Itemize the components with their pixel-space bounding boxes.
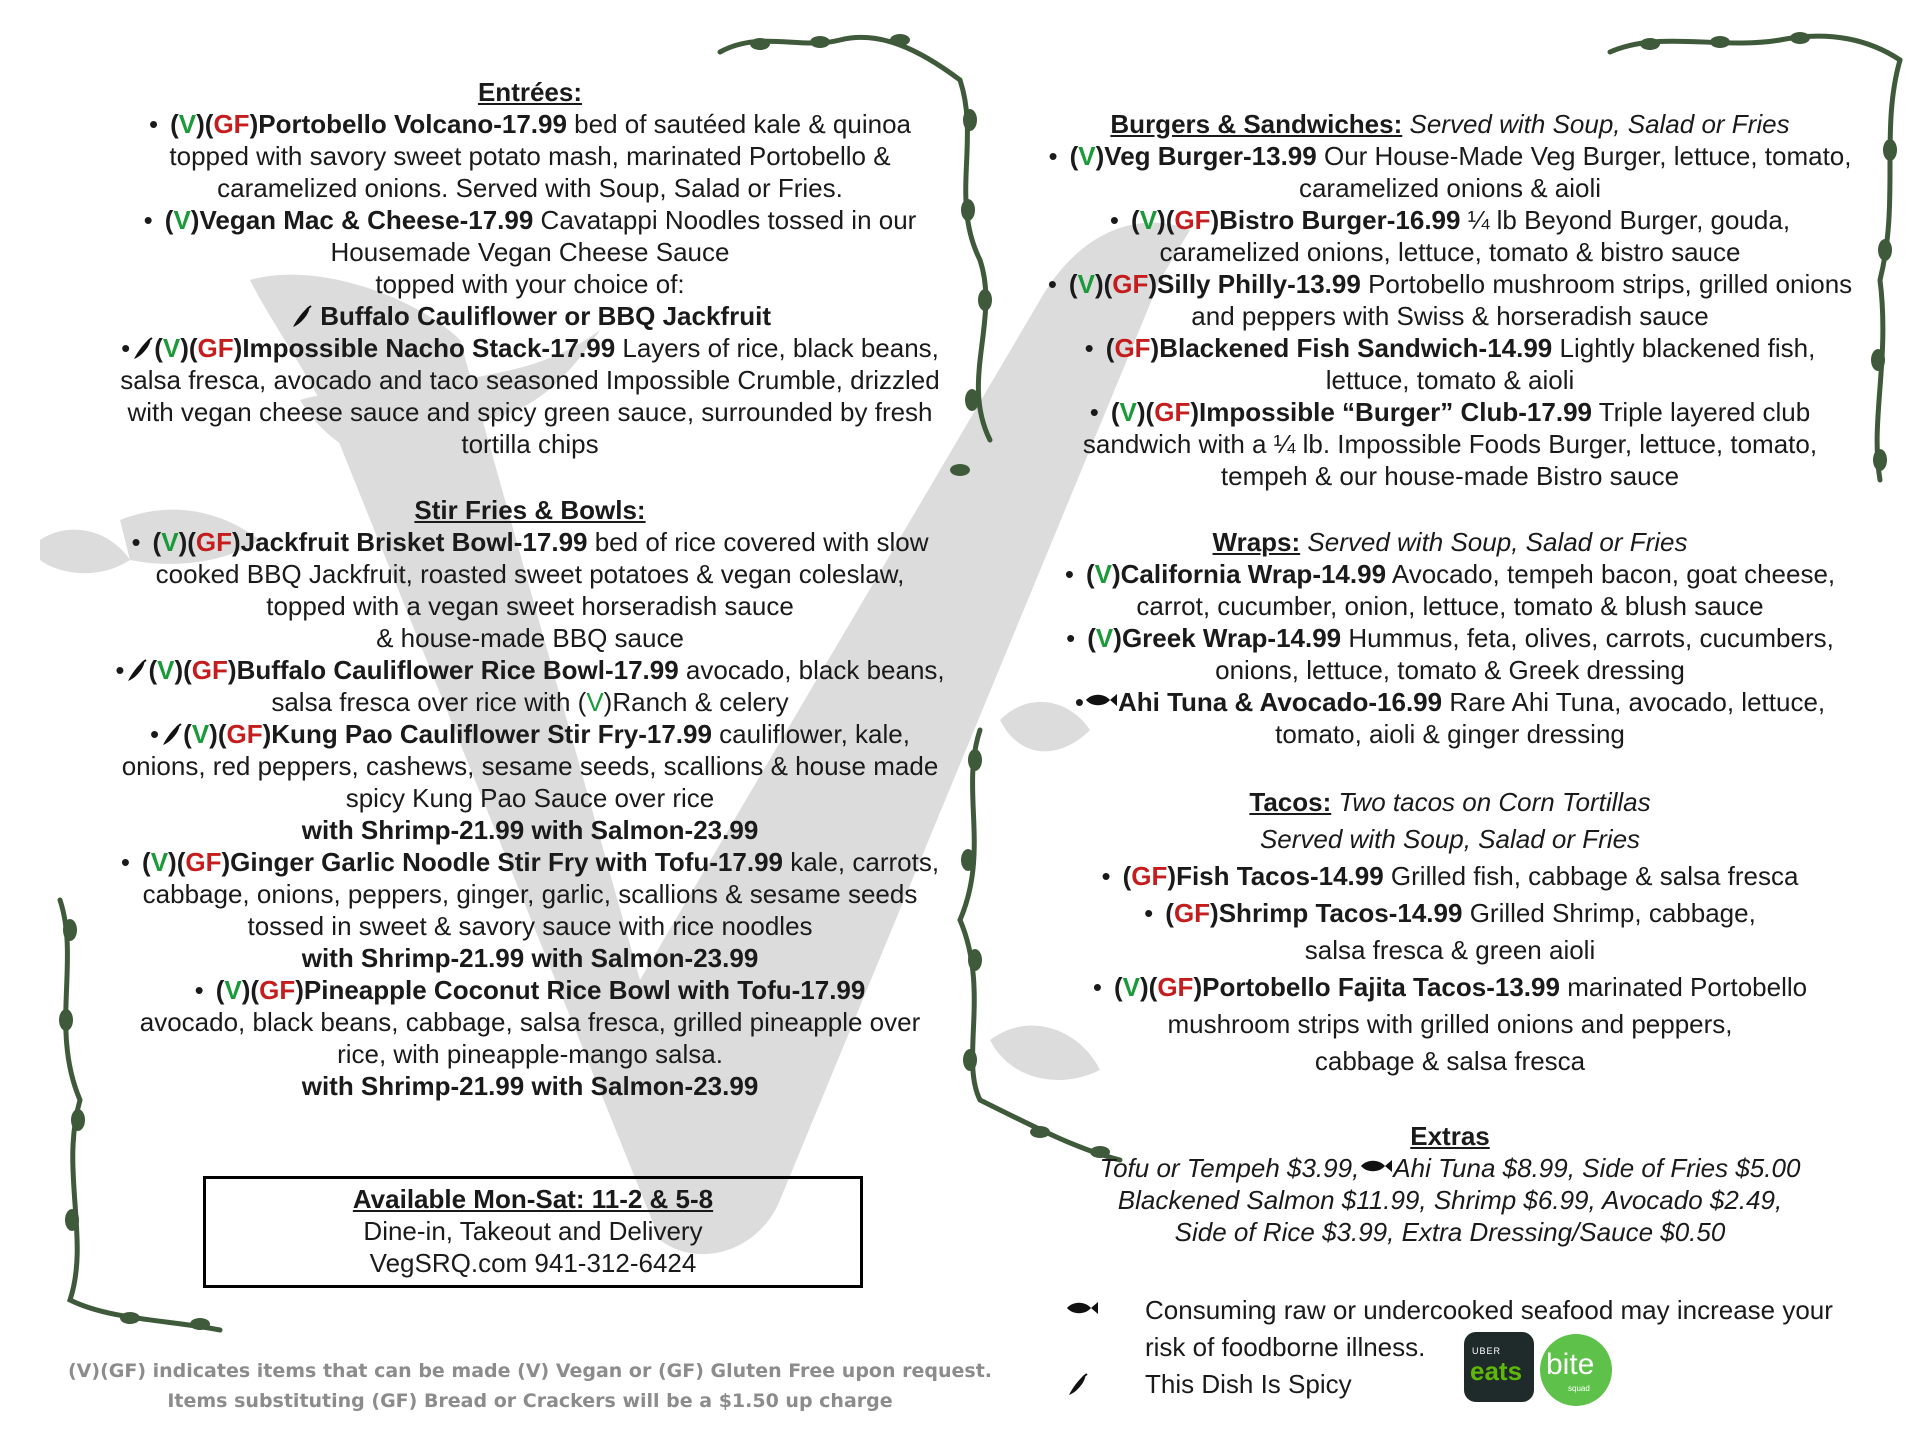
item-desc-3: cabbage & salsa fresca: [1314, 1046, 1586, 1076]
item-desc-2: Ranch & celery: [612, 687, 789, 717]
item-name: Impossible Nacho Stack-17.99: [242, 333, 616, 363]
availability-service: Dine-in, Takeout and Delivery: [363, 1216, 703, 1246]
item-name: Ahi Tuna & Avocado-16.99: [1117, 687, 1443, 717]
item-desc: Lightly blackened fish, lettuce, tomato & aioli: [1325, 333, 1816, 395]
item-desc-2: topped with your choice of:: [375, 269, 685, 299]
tacos-sub-2: Served with Soup, Salad or Fries: [1259, 824, 1641, 854]
menu-item-fajita-tacos: • (V)(GF)Portobello Fajita Tacos-13.99 marinated Portobello mushroom strips with grilled onions and peppers, cabbage & salsa fresca: [1092, 972, 1808, 1076]
pepper-icon: [130, 337, 154, 361]
pepper-icon: [1065, 1373, 1089, 1397]
item-desc: ¼ lb Beyond Burger, gouda, caramelized onions, lettuce, tomato & bistro sauce: [1159, 205, 1791, 267]
item-name: Buffalo Cauliflower Rice Bowl-17.99: [236, 655, 679, 685]
availability-hours: Available Mon-Sat: 11-2 & 5-8: [352, 1184, 714, 1214]
menu-item-impossible-club: • (V)(GF)Impossible “Burger” Club-17.99 Triple layered club sandwich with a ¼ lb. Impossible Foods Burger, lettuce, tomato, tempeh & our house-made Bistro sauce: [1082, 397, 1818, 491]
item-desc: kale, carrots, cabbage, onions, peppers, ginger, garlic, scallions & sesame seeds tossed in sweet & savory sauce with rice noodles: [142, 847, 940, 941]
wraps-sub: Served with Soup, Salad or Fries: [1307, 527, 1688, 557]
item-name: Impossible “Burger” Club-17.99: [1199, 397, 1592, 427]
item-desc: Grilled Shrimp, cabbage,: [1469, 898, 1756, 928]
menu-item-greek-wrap: • (V)Greek Wrap-14.99 Hummus, feta, olives, carrots, cucumbers, onions, lettuce, tomato & Greek dressing: [1066, 623, 1834, 685]
item-name: Silly Philly-13.99: [1157, 269, 1361, 299]
menu-item-blackened-fish: • (GF)Blackened Fish Sandwich-14.99 Lightly blackened fish, lettuce, tomato & aioli: [1084, 333, 1816, 395]
availability-contact: VegSRQ.com 941-312-6424: [369, 1248, 697, 1278]
item-desc-2: & house-made BBQ sauce: [376, 623, 684, 653]
right-column: [1040, 108, 1860, 1248]
availability-box: [203, 1176, 863, 1288]
extras-line-1: Tofu or Tempeh $3.99, Ahi Tuna $8.99, Side of Fries $5.00: [1099, 1153, 1801, 1183]
menu-item-vegan-mac: • (V)Vegan Mac & Cheese-17.99 Cavatappi Noodles tossed in our Housemade Vegan Cheese Sauce topped with your choice of: Buffalo Cauliflower or BBQ Jackfruit: [143, 205, 917, 331]
pepper-icon: [159, 723, 183, 747]
burgers-heading: Burgers & Sandwiches:: [1110, 109, 1403, 139]
extras-line-2: Blackened Salmon $11.99, Shrimp $6.99, Avocado $2.49,: [1117, 1185, 1783, 1215]
item-desc: avocado, black beans, cabbage, salsa fresca, grilled pineapple over rice, with pineapple-mango salsa.: [139, 1007, 921, 1069]
item-name: Greek Wrap-14.99: [1121, 623, 1342, 653]
item-desc: Portobello mushroom strips, grilled onions and peppers with Swiss & horseradish sauce: [1191, 269, 1853, 331]
item-name: Portobello Volcano-17.99: [258, 109, 567, 139]
menu-item-ahi-tuna-wrap: • Ahi Tuna & Avocado-16.99 Rare Ahi Tuna, avocado, lettuce, tomato, aioli & ginger dressing: [1074, 687, 1826, 749]
menu-item-california-wrap: • (V)California Wrap-14.99 Avocado, tempeh bacon, goat cheese, carrot, cucumber, onion, lettuce, tomato & blush sauce: [1064, 559, 1836, 621]
tacos-sub: Two tacos on Corn Tortillas: [1338, 787, 1651, 817]
burgers-sub: Served with Soup, Salad or Fries: [1409, 109, 1790, 139]
item-name: Portobello Fajita Tacos-13.99: [1202, 972, 1560, 1002]
item-name: Shrimp Tacos-14.99: [1218, 898, 1463, 928]
item-desc: Rare Ahi Tuna, avocado, lettuce,: [1449, 687, 1826, 717]
item-name: Jackfruit Brisket Bowl-17.99: [240, 527, 588, 557]
bite-squad-logo[interactable]: bite squad: [1540, 1334, 1612, 1406]
item-extra: with Shrimp-21.99 with Salmon-23.99: [301, 1071, 759, 1101]
item-name: Veg Burger-13.99: [1104, 141, 1317, 171]
item-name: Pineapple Coconut Rice Bowl with Tofu-17.99: [303, 975, 866, 1005]
menu-item-pineapple-bowl: • (V)(GF)Pineapple Coconut Rice Bowl with Tofu-17.99 avocado, black beans, cabbage, salsa fresca, grilled pineapple over rice, with pineapple-mango salsa. with Shrimp-21.99 with Salmon-23.99: [139, 975, 921, 1101]
item-extra: with Shrimp-21.99 with Salmon-23.99: [301, 943, 759, 973]
item-extra: with Shrimp-21.99 with Salmon-23.99: [301, 815, 759, 845]
pepper-icon: [124, 659, 148, 683]
item-desc: cauliflower, kale, onions, red peppers, cashews, sesame seeds, scallions & house made spicy Kung Pao Sauce over rice: [121, 719, 939, 813]
item-desc-2: tomato, aioli & ginger dressing: [1275, 719, 1625, 749]
menu-item-silly-philly: • (V)(GF)Silly Philly-13.99 Portobello mushroom strips, grilled onions and peppers with Swiss & horseradish sauce: [1047, 269, 1853, 331]
footnote: [0, 1356, 1060, 1416]
wraps-heading: Wraps:: [1212, 527, 1301, 557]
menu-item-buffalo-bowl: • (V)(GF)Buffalo Cauliflower Rice Bowl-17.99 avocado, black beans, salsa fresca over rice with (V)Ranch & celery: [115, 655, 945, 717]
item-name: Bistro Burger-16.99: [1219, 205, 1461, 235]
item-desc: Our House-Made Veg Burger, lettuce, tomato, caramelized onions & aioli: [1298, 141, 1852, 203]
item-name: Vegan Mac & Cheese-17.99: [199, 205, 534, 235]
uber-eats-logo[interactable]: UBER eats: [1464, 1332, 1534, 1402]
footnote-line-1: (V)(GF) indicates items that can be made (V) Vegan or (GF) Gluten Free upon request.: [68, 1360, 992, 1382]
item-name: California Wrap-14.99: [1120, 559, 1387, 589]
item-desc: Triple layered club sandwich with a ¼ lb. Impossible Foods Burger, lettuce, tomato, tempeh & our house-made Bistro sauce: [1082, 397, 1818, 491]
item-desc: Hummus, feta, olives, carrots, cucumbers, onions, lettuce, tomato & Greek dressing: [1215, 623, 1834, 685]
item-desc: bed of sautéed kale & quinoa topped with savory sweet potato mash, marinated Portobello & caramelized onions. Served with Soup, Salad or Fries.: [169, 109, 911, 203]
menu-item-bistro-burger: • (V)(GF)Bistro Burger-16.99 ¼ lb Beyond Burger, gouda, caramelized onions, lettuce, tomato & bistro sauce: [1109, 205, 1791, 267]
menu-item-jackfruit-bowl: • (V)(GF)Jackfruit Brisket Bowl-17.99 bed of rice covered with slow cooked BBQ Jackfruit, roasted sweet potatoes & vegan coleslaw, topped with a vegan sweet horseradish sauce & house-made BBQ sauce: [131, 527, 929, 653]
legend-raw-line-1: Consuming raw or undercooked seafood may increase your: [1145, 1295, 1833, 1325]
pepper-icon: [289, 305, 313, 329]
menu-item-veg-burger: • (V)Veg Burger-13.99 Our House-Made Veg Burger, lettuce, tomato, caramelized onions & aioli: [1048, 141, 1852, 203]
legend-raw-line-2: risk of foodborne illness.: [1145, 1332, 1426, 1362]
left-column: [115, 76, 945, 1102]
fish-icon: [1065, 1299, 1099, 1317]
item-desc-2: salsa fresca & green aioli: [1304, 935, 1596, 965]
fish-icon: [1359, 1157, 1393, 1175]
menu-item-fish-tacos: • (GF)Fish Tacos-14.99 Grilled fish, cabbage & salsa fresca: [1101, 861, 1799, 891]
item-name: Fish Tacos-14.99: [1176, 861, 1384, 891]
item-choice: Buffalo Cauliflower or BBQ Jackfruit: [320, 301, 771, 331]
extras-heading: Extras: [1410, 1121, 1490, 1151]
fish-icon: [1084, 691, 1118, 709]
bowls-heading: Stir Fries & Bowls:: [414, 495, 646, 525]
footnote-line-2: Items substituting (GF) Bread or Crackers will be a $1.50 up charge: [167, 1390, 893, 1412]
menu-item-ginger-noodle: • (V)(GF)Ginger Garlic Noodle Stir Fry with Tofu-17.99 kale, carrots, cabbage, onions, peppers, ginger, garlic, scallions & sesame seeds tossed in sweet & savory sauce with rice noodles with Shrimp-21.99 with Salmon-23.99: [120, 847, 940, 973]
item-desc: bed of rice covered with slow cooked BBQ Jackfruit, roasted sweet potatoes & vegan coleslaw, topped with a vegan sweet horseradish sauce: [155, 527, 929, 621]
item-desc: Cavatappi Noodles tossed in our Housemade Vegan Cheese Sauce: [330, 205, 917, 267]
menu-item-kung-pao: • (V)(GF)Kung Pao Cauliflower Stir Fry-17.99 cauliflower, kale, onions, red peppers, cashews, sesame seeds, scallions & house made spicy Kung Pao Sauce over rice with Shrimp-21.99 with Salmon-23.99: [121, 719, 939, 845]
item-desc: Avocado, tempeh bacon, goat cheese, carrot, cucumber, onion, lettuce, tomato & blush sauce: [1136, 559, 1836, 621]
menu-item-shrimp-tacos: • (GF)Shrimp Tacos-14.99 Grilled Shrimp, cabbage, salsa fresca & green aioli: [1144, 898, 1756, 965]
item-name: Ginger Garlic Noodle Stir Fry with Tofu-17.99: [230, 847, 783, 877]
item-desc: Grilled fish, cabbage & salsa fresca: [1390, 861, 1799, 891]
legend-spicy-text: This Dish Is Spicy: [1145, 1369, 1352, 1399]
item-desc-2: mushroom strips with grilled onions and peppers,: [1167, 1009, 1733, 1039]
tacos-heading: Tacos:: [1249, 787, 1332, 817]
item-desc: Layers of rice, black beans, salsa fresca, avocado and taco seasoned Impossible Crumble, drizzled with vegan cheese sauce and spicy green sauce, surrounded by fresh tortilla chips: [120, 333, 940, 459]
item-name: Blackened Fish Sandwich-14.99: [1159, 333, 1553, 363]
item-desc: marinated Portobello: [1567, 972, 1808, 1002]
menu-item-nacho-stack: • (V)(GF)Impossible Nacho Stack-17.99 Layers of rice, black beans, salsa fresca, avocado and taco seasoned Impossible Crumble, drizzled with vegan cheese sauce and spicy green sauce, surrounded by fresh tortilla chips: [120, 333, 940, 459]
item-name: Kung Pao Cauliflower Stir Fry-17.99: [271, 719, 712, 749]
extras-line-3: Side of Rice $3.99, Extra Dressing/Sauce $0.50: [1174, 1217, 1726, 1247]
item-desc: avocado, black beans, salsa fresca over rice with: [271, 655, 945, 717]
menu-item-portobello-volcano: • (V)(GF)Portobello Volcano-17.99 bed of sautéed kale & quinoa topped with savory sweet potato mash, marinated Portobello & caramelized onions. Served with Soup, Salad or Fries.: [149, 109, 911, 203]
entrees-heading: Entrées:: [477, 77, 583, 107]
